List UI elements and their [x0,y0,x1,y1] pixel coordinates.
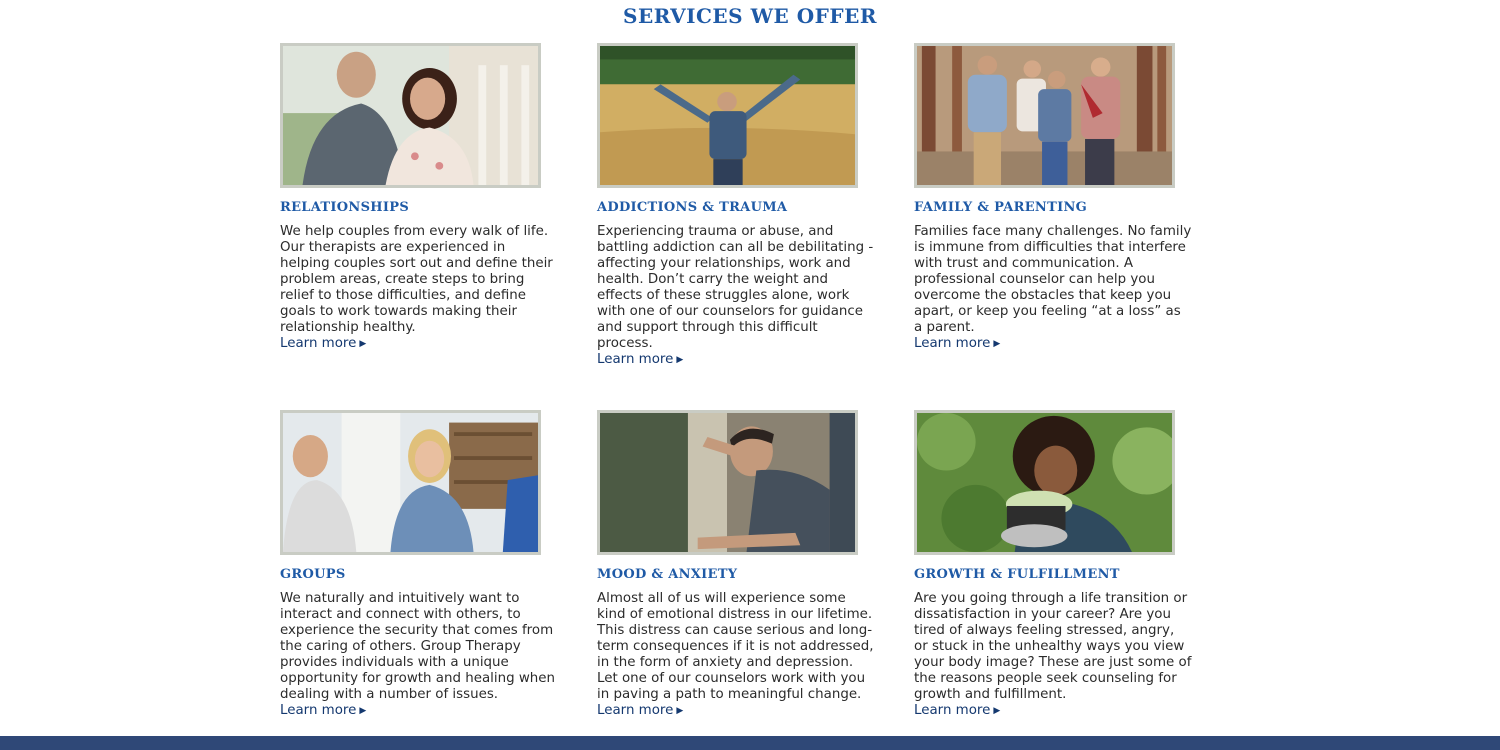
card-description: Experiencing trauma or abuse, and battling addiction can all be debilitating - affecting your relationships, work and health. Don’t carry the weight and effects of these struggles alone, work with one of our counselors for guidance and support through this difficult process. Learn more ▶ [597,224,874,367]
play-arrow-icon: ▶ [359,339,367,349]
learn-more-link[interactable]: Learn more ▶ [597,703,684,718]
learn-more-link[interactable]: Learn more ▶ [280,703,367,718]
learn-more-link[interactable]: Learn more ▶ [280,336,367,351]
service-card-addictions-trauma [597,43,914,410]
family-walking-forest-photo[interactable] [914,43,1175,188]
section-title: SERVICES WE OFFER [623,4,877,28]
service-card-mood-anxiety [597,410,914,750]
service-card-growth-fulfillment [914,410,1214,750]
card-description: We help couples from every walk of life. Our therapists are experienced in helping couples sort out and define their problem areas, create steps to bring relief to those difficulties, and define goals to work towards making their relationship healthy. Learn more ▶ [280,224,553,351]
card-description: We naturally and intuitively want to interact and connect with others, to experience the security that comes from the caring of others. Group Therapy provides individuals with a unique opportunity for growth and healing when dealing with a number of issues. Learn more ▶ [280,591,556,718]
service-card-family-parenting [914,43,1214,410]
card-description: Are you going through a life transition or dissatisfaction in your career? Are you tired of always feeling stressed, angry, or stuck in the unhealthy ways you view your body image? These are just some of the reasons people seek counseling for growth and fulfillment. Learn more ▶ [914,591,1192,718]
play-arrow-icon: ▶ [359,706,367,716]
card-title: FAMILY & PARENTING [914,200,1088,215]
stressed-man-photo[interactable] [597,410,858,555]
card-description: Almost all of us will experience some kind of emotional distress in our lifetime. This distress can cause serious and long-term consequences if it is not addressed, in the form of anxiety and depression. Let one of our counselors work with you in paving a path to meaningful change. Learn more ▶ [597,591,874,718]
services-grid [280,43,1214,750]
couple-embracing-photo[interactable] [280,43,541,188]
card-title: GROWTH & FULFILLMENT [914,567,1120,582]
group-therapy-photo[interactable] [280,410,541,555]
learn-more-link[interactable]: Learn more ▶ [914,703,1001,718]
play-arrow-icon: ▶ [993,706,1001,716]
man-in-wheat-field-photo[interactable] [597,43,858,188]
card-title: ADDICTIONS & TRAUMA [597,200,788,215]
play-arrow-icon: ▶ [993,339,1001,349]
card-title: RELATIONSHIPS [280,200,410,215]
card-title: MOOD & ANXIETY [597,567,738,582]
learn-more-link[interactable]: Learn more ▶ [914,336,1001,351]
service-card-relationships [280,43,597,410]
card-title: GROUPS [280,567,346,582]
service-card-groups [280,410,597,750]
card-description: Families face many challenges. No family is immune from difficulties that interfere with trust and communication. A professional counselor can help you overcome the obstacles that keep you apart, or keep you feeling “at a loss” as a parent. Learn more ▶ [914,224,1192,351]
play-arrow-icon: ▶ [676,706,684,716]
person-holding-plants-photo[interactable] [914,410,1175,555]
play-arrow-icon: ▶ [676,355,684,365]
learn-more-link[interactable]: Learn more ▶ [597,352,684,367]
footer-bar [0,736,1500,750]
